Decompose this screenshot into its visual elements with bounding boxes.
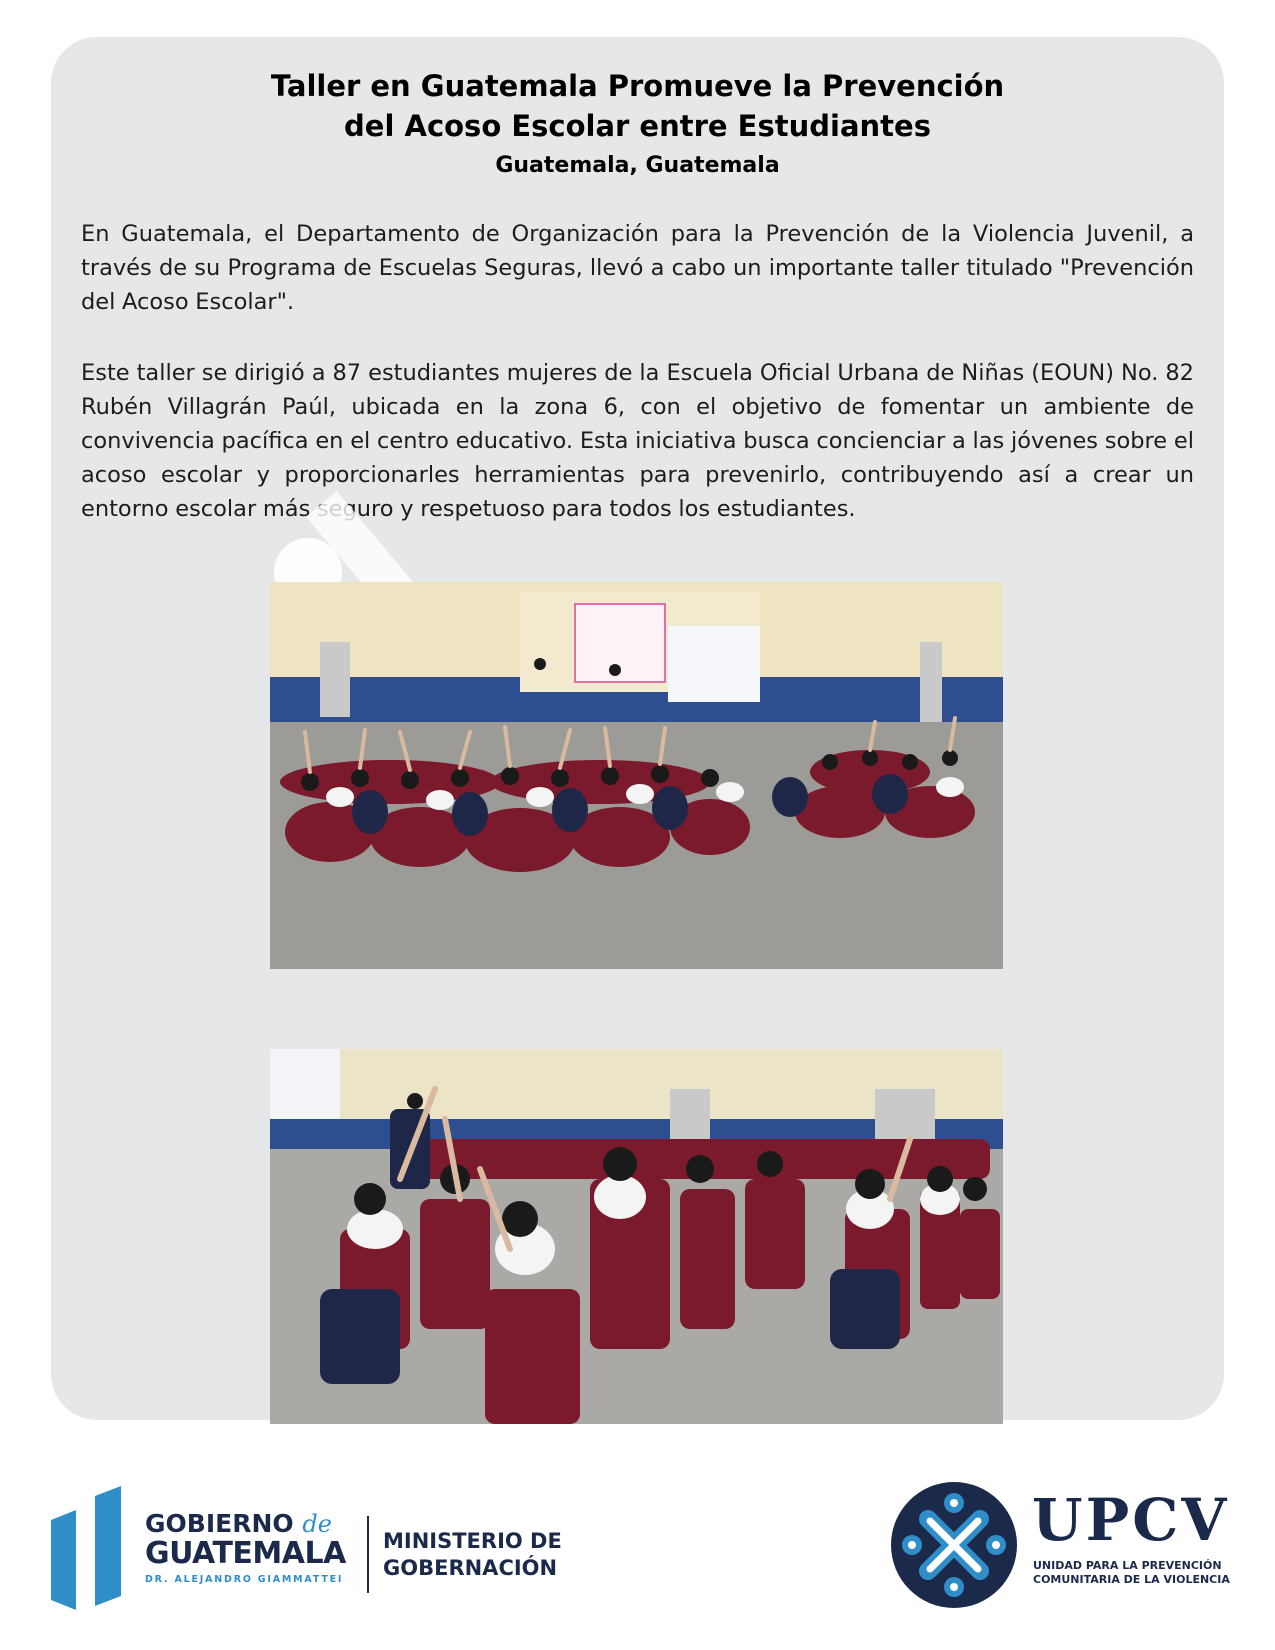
watermark-decoration	[270, 490, 450, 582]
ministerio-line1: MINISTERIO DE	[383, 1529, 562, 1553]
upcv-subtitle-line1: UNIDAD PARA LA PREVENCIÓN	[1033, 1559, 1222, 1572]
upcv-title: UPCV	[1032, 1486, 1230, 1554]
upcv-subtitle-line2: COMUNITARIA DE LA VIOLENCIA	[1033, 1573, 1230, 1586]
upcv-subtitle	[1033, 1559, 1230, 1587]
guatemala-flag-bars-icon	[51, 1482, 126, 1610]
president-name: DR. ALEJANDRO GIAMMATTEI	[145, 1574, 344, 1585]
guatemala-word: GUATEMALA	[145, 1536, 346, 1571]
photo-students-standing	[270, 1049, 1003, 1424]
article-title-line1: Taller en Guatemala Promueve la Prevención	[270, 69, 1005, 103]
article-location: Guatemala, Guatemala	[495, 153, 780, 178]
photo-students-seated	[270, 582, 1003, 969]
upcv-emblem-icon	[890, 1481, 1018, 1609]
article-title-line2: del Acoso Escolar entre Estudiantes	[344, 109, 931, 143]
article-paragraph-2: Este taller se dirigió a 87 estudiantes mujeres de la Escuela Oficial Urbana de Niñas (EOUN) No. 82 Rubén Villagrán Paúl, ubicada en la zona 6, con el objetivo de fomentar un ambiente de convivencia pacífica en el centro educativo. Esta iniciativa busca concienciar a las jóvenes sobre el acoso escolar y proporcionarles herramientas para prevenirlo, contribuyendo así a crear un entorno escolar más seguro y respetuoso para todos los estudiantes.	[81, 360, 1194, 522]
article-paragraph-1: En Guatemala, el Departamento de Organización para la Prevención de la Violencia Juvenil, a través de su Programa de Escuelas Seguras, llevó a cabo un importante taller titulado "Prevención del Acoso Escolar".	[81, 221, 1194, 315]
ministerio-line2: GOBERNACIÓN	[383, 1556, 558, 1580]
gobierno-word: GOBIERNO	[145, 1509, 294, 1538]
gobierno-guatemala-logo	[145, 1510, 365, 1585]
ministerio-gobernacion-label	[383, 1528, 562, 1582]
footer-divider	[367, 1516, 369, 1593]
gobierno-de-word: de	[302, 1510, 332, 1538]
